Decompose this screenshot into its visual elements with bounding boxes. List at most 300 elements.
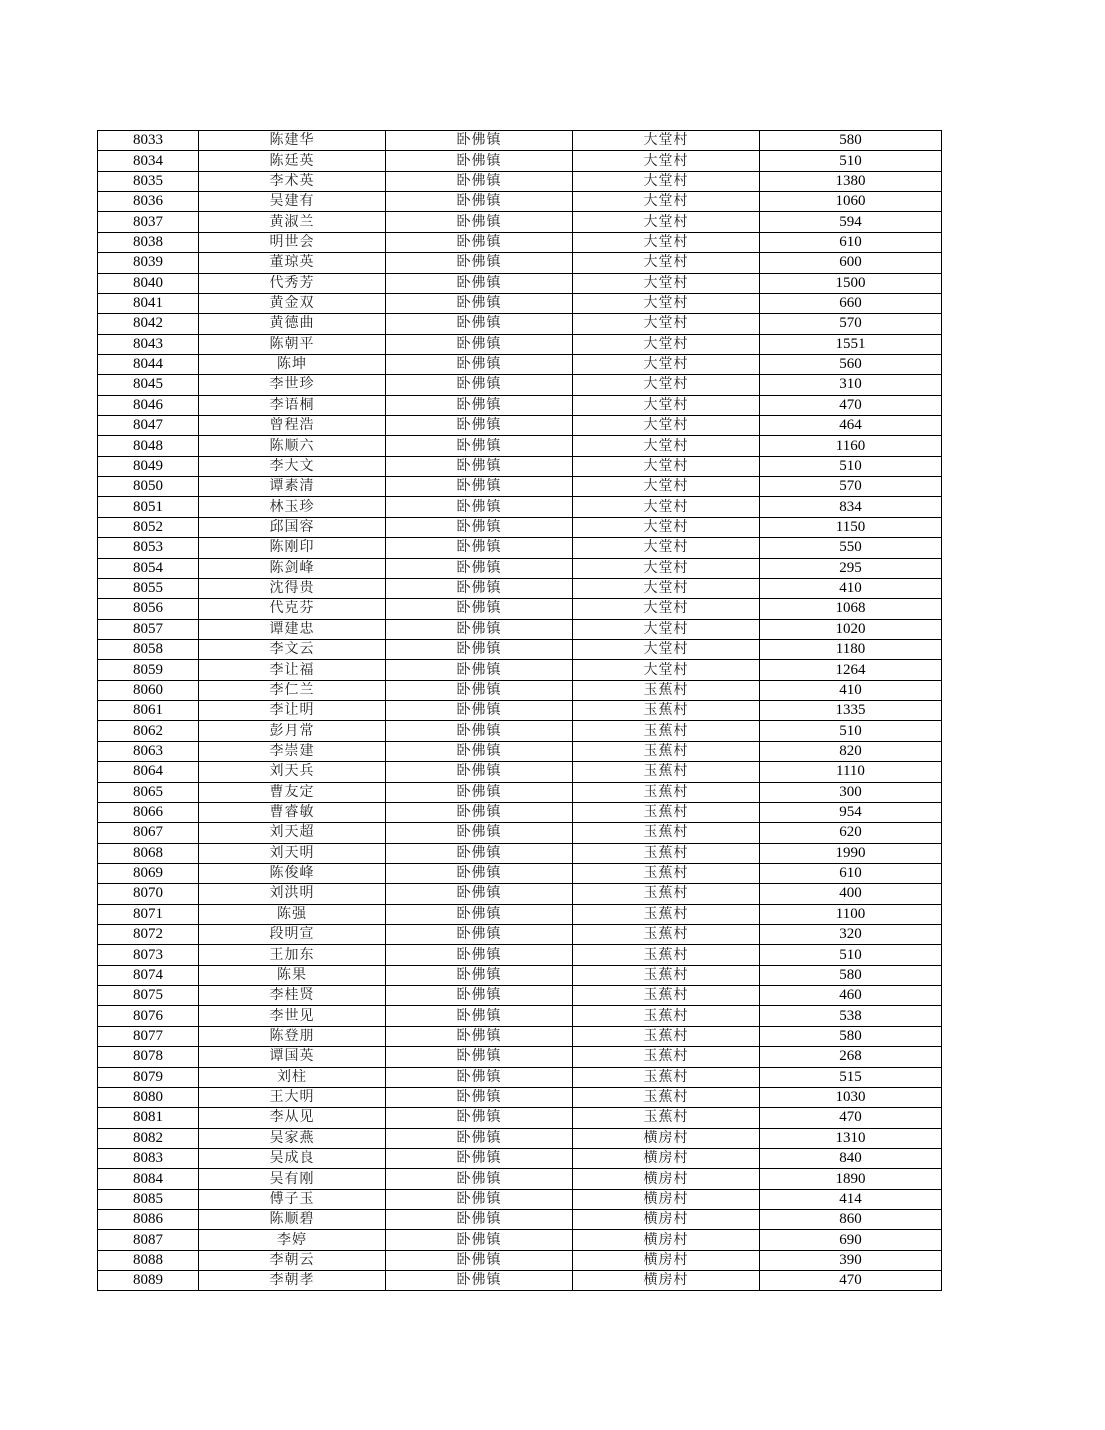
town-cell: 卧佛镇 <box>386 334 573 354</box>
village-cell: 大堂村 <box>573 232 760 252</box>
village-cell: 玉蕉村 <box>573 680 760 700</box>
amount-cell: 620 <box>760 823 942 843</box>
table-row <box>98 741 942 761</box>
table-row <box>98 1087 942 1107</box>
amount-cell: 470 <box>760 1271 942 1291</box>
amount-cell: 320 <box>760 925 942 945</box>
table-row <box>98 965 942 985</box>
name-cell: 谭建忠 <box>199 619 386 639</box>
table-row <box>98 1108 942 1128</box>
table-row <box>98 232 942 252</box>
amount-cell: 580 <box>760 1026 942 1046</box>
roster-table-body <box>98 131 942 1291</box>
amount-cell: 1500 <box>760 273 942 293</box>
amount-cell: 954 <box>760 802 942 822</box>
row-number-cell: 8077 <box>98 1026 199 1046</box>
table-row <box>98 293 942 313</box>
village-cell: 玉蕉村 <box>573 863 760 883</box>
amount-cell: 414 <box>760 1189 942 1209</box>
row-number-cell: 8063 <box>98 741 199 761</box>
table-row <box>98 436 942 456</box>
table-row <box>98 986 942 1006</box>
town-cell: 卧佛镇 <box>386 171 573 191</box>
row-number-cell: 8039 <box>98 253 199 273</box>
town-cell: 卧佛镇 <box>386 273 573 293</box>
name-cell: 李崇建 <box>199 741 386 761</box>
village-cell: 玉蕉村 <box>573 843 760 863</box>
name-cell: 陈顺碧 <box>199 1210 386 1230</box>
town-cell: 卧佛镇 <box>386 599 573 619</box>
village-cell: 大堂村 <box>573 436 760 456</box>
table-row <box>98 538 942 558</box>
table-row <box>98 1189 942 1209</box>
name-cell: 吴家燕 <box>199 1128 386 1148</box>
amount-cell: 1380 <box>760 171 942 191</box>
name-cell: 曾程浩 <box>199 416 386 436</box>
table-row <box>98 680 942 700</box>
amount-cell: 1150 <box>760 517 942 537</box>
amount-cell: 1100 <box>760 904 942 924</box>
town-cell: 卧佛镇 <box>386 456 573 476</box>
amount-cell: 470 <box>760 1108 942 1128</box>
row-number-cell: 8043 <box>98 334 199 354</box>
table-row <box>98 945 942 965</box>
name-cell: 陈俊峰 <box>199 863 386 883</box>
village-cell: 横房村 <box>573 1271 760 1291</box>
village-cell: 玉蕉村 <box>573 1067 760 1087</box>
row-number-cell: 8046 <box>98 395 199 415</box>
name-cell: 陈强 <box>199 904 386 924</box>
village-cell: 大堂村 <box>573 558 760 578</box>
town-cell: 卧佛镇 <box>386 416 573 436</box>
amount-cell: 560 <box>760 354 942 374</box>
name-cell: 李桂贤 <box>199 986 386 1006</box>
table-row <box>98 599 942 619</box>
town-cell: 卧佛镇 <box>386 354 573 374</box>
row-number-cell: 8055 <box>98 578 199 598</box>
row-number-cell: 8049 <box>98 456 199 476</box>
amount-cell: 550 <box>760 538 942 558</box>
row-number-cell: 8058 <box>98 639 199 659</box>
name-cell: 沈得贵 <box>199 578 386 598</box>
row-number-cell: 8085 <box>98 1189 199 1209</box>
amount-cell: 860 <box>760 1210 942 1230</box>
name-cell: 刘天兵 <box>199 762 386 782</box>
amount-cell: 660 <box>760 293 942 313</box>
name-cell: 李让福 <box>199 660 386 680</box>
village-cell: 玉蕉村 <box>573 1026 760 1046</box>
village-cell: 玉蕉村 <box>573 701 760 721</box>
town-cell: 卧佛镇 <box>386 395 573 415</box>
row-number-cell: 8068 <box>98 843 199 863</box>
town-cell: 卧佛镇 <box>386 1026 573 1046</box>
amount-cell: 300 <box>760 782 942 802</box>
town-cell: 卧佛镇 <box>386 192 573 212</box>
name-cell: 李仁兰 <box>199 680 386 700</box>
amount-cell: 1310 <box>760 1128 942 1148</box>
table-row <box>98 212 942 232</box>
town-cell: 卧佛镇 <box>386 1271 573 1291</box>
table-row <box>98 762 942 782</box>
name-cell: 彭月常 <box>199 721 386 741</box>
amount-cell: 834 <box>760 497 942 517</box>
village-cell: 横房村 <box>573 1189 760 1209</box>
village-cell: 玉蕉村 <box>573 986 760 1006</box>
village-cell: 横房村 <box>573 1169 760 1189</box>
town-cell: 卧佛镇 <box>386 1087 573 1107</box>
town-cell: 卧佛镇 <box>386 721 573 741</box>
row-number-cell: 8052 <box>98 517 199 537</box>
table-row <box>98 578 942 598</box>
name-cell: 明世会 <box>199 232 386 252</box>
village-cell: 大堂村 <box>573 192 760 212</box>
table-row <box>98 660 942 680</box>
row-number-cell: 8072 <box>98 925 199 945</box>
village-cell: 玉蕉村 <box>573 1006 760 1026</box>
row-number-cell: 8073 <box>98 945 199 965</box>
town-cell: 卧佛镇 <box>386 741 573 761</box>
amount-cell: 580 <box>760 131 942 151</box>
name-cell: 陈顺六 <box>199 436 386 456</box>
table-row <box>98 1067 942 1087</box>
name-cell: 陈果 <box>199 965 386 985</box>
town-cell: 卧佛镇 <box>386 538 573 558</box>
village-cell: 玉蕉村 <box>573 1047 760 1067</box>
town-cell: 卧佛镇 <box>386 558 573 578</box>
table-row <box>98 1230 942 1250</box>
town-cell: 卧佛镇 <box>386 1250 573 1270</box>
village-cell: 大堂村 <box>573 456 760 476</box>
town-cell: 卧佛镇 <box>386 1210 573 1230</box>
town-cell: 卧佛镇 <box>386 965 573 985</box>
row-number-cell: 8061 <box>98 701 199 721</box>
village-cell: 大堂村 <box>573 314 760 334</box>
town-cell: 卧佛镇 <box>386 497 573 517</box>
name-cell: 王大明 <box>199 1087 386 1107</box>
name-cell: 陈建华 <box>199 131 386 151</box>
village-cell: 大堂村 <box>573 253 760 273</box>
town-cell: 卧佛镇 <box>386 293 573 313</box>
amount-cell: 580 <box>760 965 942 985</box>
row-number-cell: 8054 <box>98 558 199 578</box>
row-number-cell: 8076 <box>98 1006 199 1026</box>
amount-cell: 410 <box>760 680 942 700</box>
village-cell: 大堂村 <box>573 334 760 354</box>
table-row <box>98 354 942 374</box>
town-cell: 卧佛镇 <box>386 782 573 802</box>
table-row <box>98 253 942 273</box>
village-cell: 大堂村 <box>573 538 760 558</box>
village-cell: 玉蕉村 <box>573 782 760 802</box>
name-cell: 黄淑兰 <box>199 212 386 232</box>
name-cell: 陈刚印 <box>199 538 386 558</box>
table-row <box>98 1250 942 1270</box>
table-row <box>98 1006 942 1026</box>
town-cell: 卧佛镇 <box>386 253 573 273</box>
row-number-cell: 8079 <box>98 1067 199 1087</box>
row-number-cell: 8069 <box>98 863 199 883</box>
row-number-cell: 8060 <box>98 680 199 700</box>
table-row <box>98 1026 942 1046</box>
amount-cell: 1068 <box>760 599 942 619</box>
amount-cell: 515 <box>760 1067 942 1087</box>
village-cell: 大堂村 <box>573 639 760 659</box>
table-row <box>98 192 942 212</box>
name-cell: 李术英 <box>199 171 386 191</box>
town-cell: 卧佛镇 <box>386 1230 573 1250</box>
town-cell: 卧佛镇 <box>386 212 573 232</box>
table-row <box>98 863 942 883</box>
town-cell: 卧佛镇 <box>386 151 573 171</box>
name-cell: 刘洪明 <box>199 884 386 904</box>
amount-cell: 840 <box>760 1148 942 1168</box>
table-row <box>98 375 942 395</box>
name-cell: 李世珍 <box>199 375 386 395</box>
document-page <box>97 130 941 1291</box>
row-number-cell: 8045 <box>98 375 199 395</box>
village-cell: 大堂村 <box>573 395 760 415</box>
name-cell: 李朝云 <box>199 1250 386 1270</box>
amount-cell: 295 <box>760 558 942 578</box>
town-cell: 卧佛镇 <box>386 660 573 680</box>
name-cell: 黄德曲 <box>199 314 386 334</box>
village-cell: 横房村 <box>573 1250 760 1270</box>
village-cell: 大堂村 <box>573 497 760 517</box>
town-cell: 卧佛镇 <box>386 884 573 904</box>
name-cell: 陈登朋 <box>199 1026 386 1046</box>
row-number-cell: 8047 <box>98 416 199 436</box>
name-cell: 谭国英 <box>199 1047 386 1067</box>
name-cell: 李让明 <box>199 701 386 721</box>
name-cell: 吴有刚 <box>199 1169 386 1189</box>
name-cell: 代秀芳 <box>199 273 386 293</box>
village-cell: 玉蕉村 <box>573 1108 760 1128</box>
row-number-cell: 8083 <box>98 1148 199 1168</box>
village-cell: 横房村 <box>573 1230 760 1250</box>
amount-cell: 570 <box>760 477 942 497</box>
village-cell: 大堂村 <box>573 212 760 232</box>
name-cell: 邱国容 <box>199 517 386 537</box>
village-cell: 玉蕉村 <box>573 904 760 924</box>
row-number-cell: 8053 <box>98 538 199 558</box>
name-cell: 代克芬 <box>199 599 386 619</box>
village-cell: 大堂村 <box>573 619 760 639</box>
table-row <box>98 1128 942 1148</box>
name-cell: 李世见 <box>199 1006 386 1026</box>
name-cell: 林玉珍 <box>199 497 386 517</box>
name-cell: 王加东 <box>199 945 386 965</box>
table-row <box>98 1169 942 1189</box>
town-cell: 卧佛镇 <box>386 986 573 1006</box>
town-cell: 卧佛镇 <box>386 477 573 497</box>
table-row <box>98 477 942 497</box>
table-row <box>98 558 942 578</box>
amount-cell: 464 <box>760 416 942 436</box>
amount-cell: 600 <box>760 253 942 273</box>
name-cell: 陈坤 <box>199 354 386 374</box>
name-cell: 段明宣 <box>199 925 386 945</box>
village-cell: 玉蕉村 <box>573 721 760 741</box>
name-cell: 李大文 <box>199 456 386 476</box>
town-cell: 卧佛镇 <box>386 802 573 822</box>
town-cell: 卧佛镇 <box>386 843 573 863</box>
table-row <box>98 497 942 517</box>
row-number-cell: 8040 <box>98 273 199 293</box>
village-cell: 玉蕉村 <box>573 884 760 904</box>
row-number-cell: 8044 <box>98 354 199 374</box>
town-cell: 卧佛镇 <box>386 517 573 537</box>
amount-cell: 538 <box>760 1006 942 1026</box>
amount-cell: 570 <box>760 314 942 334</box>
village-cell: 大堂村 <box>573 660 760 680</box>
amount-cell: 610 <box>760 863 942 883</box>
village-cell: 玉蕉村 <box>573 762 760 782</box>
amount-cell: 1335 <box>760 701 942 721</box>
name-cell: 李婷 <box>199 1230 386 1250</box>
name-cell: 刘柱 <box>199 1067 386 1087</box>
table-row <box>98 843 942 863</box>
town-cell: 卧佛镇 <box>386 375 573 395</box>
row-number-cell: 8056 <box>98 599 199 619</box>
town-cell: 卧佛镇 <box>386 1067 573 1087</box>
row-number-cell: 8051 <box>98 497 199 517</box>
village-cell: 大堂村 <box>573 151 760 171</box>
table-row <box>98 1148 942 1168</box>
amount-cell: 1060 <box>760 192 942 212</box>
name-cell: 董琼英 <box>199 253 386 273</box>
table-row <box>98 802 942 822</box>
name-cell: 黄金双 <box>199 293 386 313</box>
table-row <box>98 1271 942 1291</box>
row-number-cell: 8037 <box>98 212 199 232</box>
row-number-cell: 8064 <box>98 762 199 782</box>
name-cell: 曹睿敏 <box>199 802 386 822</box>
amount-cell: 510 <box>760 151 942 171</box>
village-cell: 玉蕉村 <box>573 1087 760 1107</box>
name-cell: 李文云 <box>199 639 386 659</box>
amount-cell: 1990 <box>760 843 942 863</box>
roster-table <box>97 130 942 1291</box>
amount-cell: 510 <box>760 456 942 476</box>
village-cell: 玉蕉村 <box>573 965 760 985</box>
table-row <box>98 925 942 945</box>
town-cell: 卧佛镇 <box>386 823 573 843</box>
name-cell: 吴成良 <box>199 1148 386 1168</box>
amount-cell: 470 <box>760 395 942 415</box>
name-cell: 陈朝平 <box>199 334 386 354</box>
town-cell: 卧佛镇 <box>386 925 573 945</box>
row-number-cell: 8065 <box>98 782 199 802</box>
row-number-cell: 8059 <box>98 660 199 680</box>
amount-cell: 1890 <box>760 1169 942 1189</box>
row-number-cell: 8038 <box>98 232 199 252</box>
row-number-cell: 8089 <box>98 1271 199 1291</box>
row-number-cell: 8084 <box>98 1169 199 1189</box>
table-row <box>98 395 942 415</box>
amount-cell: 460 <box>760 986 942 1006</box>
town-cell: 卧佛镇 <box>386 1169 573 1189</box>
village-cell: 玉蕉村 <box>573 823 760 843</box>
table-row <box>98 904 942 924</box>
row-number-cell: 8082 <box>98 1128 199 1148</box>
amount-cell: 1160 <box>760 436 942 456</box>
table-row <box>98 884 942 904</box>
amount-cell: 610 <box>760 232 942 252</box>
row-number-cell: 8070 <box>98 884 199 904</box>
row-number-cell: 8081 <box>98 1108 199 1128</box>
table-row <box>98 619 942 639</box>
amount-cell: 1020 <box>760 619 942 639</box>
village-cell: 大堂村 <box>573 375 760 395</box>
table-row <box>98 1210 942 1230</box>
row-number-cell: 8033 <box>98 131 199 151</box>
village-cell: 大堂村 <box>573 354 760 374</box>
town-cell: 卧佛镇 <box>386 1189 573 1209</box>
amount-cell: 1551 <box>760 334 942 354</box>
village-cell: 大堂村 <box>573 477 760 497</box>
row-number-cell: 8041 <box>98 293 199 313</box>
table-row <box>98 639 942 659</box>
row-number-cell: 8071 <box>98 904 199 924</box>
town-cell: 卧佛镇 <box>386 436 573 456</box>
table-row <box>98 416 942 436</box>
name-cell: 刘天明 <box>199 843 386 863</box>
village-cell: 大堂村 <box>573 131 760 151</box>
name-cell: 刘天超 <box>199 823 386 843</box>
row-number-cell: 8087 <box>98 1230 199 1250</box>
village-cell: 大堂村 <box>573 273 760 293</box>
village-cell: 玉蕉村 <box>573 945 760 965</box>
name-cell: 李语桐 <box>199 395 386 415</box>
town-cell: 卧佛镇 <box>386 131 573 151</box>
name-cell: 陈廷英 <box>199 151 386 171</box>
town-cell: 卧佛镇 <box>386 1006 573 1026</box>
amount-cell: 510 <box>760 721 942 741</box>
row-number-cell: 8088 <box>98 1250 199 1270</box>
name-cell: 傅子玉 <box>199 1189 386 1209</box>
name-cell: 谭素清 <box>199 477 386 497</box>
village-cell: 大堂村 <box>573 517 760 537</box>
town-cell: 卧佛镇 <box>386 945 573 965</box>
name-cell: 陈剑峰 <box>199 558 386 578</box>
name-cell: 李朝孝 <box>199 1271 386 1291</box>
row-number-cell: 8050 <box>98 477 199 497</box>
amount-cell: 400 <box>760 884 942 904</box>
village-cell: 大堂村 <box>573 599 760 619</box>
name-cell: 李从见 <box>199 1108 386 1128</box>
amount-cell: 1030 <box>760 1087 942 1107</box>
town-cell: 卧佛镇 <box>386 762 573 782</box>
town-cell: 卧佛镇 <box>386 314 573 334</box>
amount-cell: 1180 <box>760 639 942 659</box>
town-cell: 卧佛镇 <box>386 863 573 883</box>
row-number-cell: 8067 <box>98 823 199 843</box>
amount-cell: 410 <box>760 578 942 598</box>
row-number-cell: 8080 <box>98 1087 199 1107</box>
table-row <box>98 1047 942 1067</box>
town-cell: 卧佛镇 <box>386 1148 573 1168</box>
table-row <box>98 456 942 476</box>
table-row <box>98 823 942 843</box>
town-cell: 卧佛镇 <box>386 639 573 659</box>
table-row <box>98 151 942 171</box>
village-cell: 玉蕉村 <box>573 741 760 761</box>
table-row <box>98 517 942 537</box>
table-row <box>98 131 942 151</box>
town-cell: 卧佛镇 <box>386 619 573 639</box>
town-cell: 卧佛镇 <box>386 232 573 252</box>
row-number-cell: 8048 <box>98 436 199 456</box>
